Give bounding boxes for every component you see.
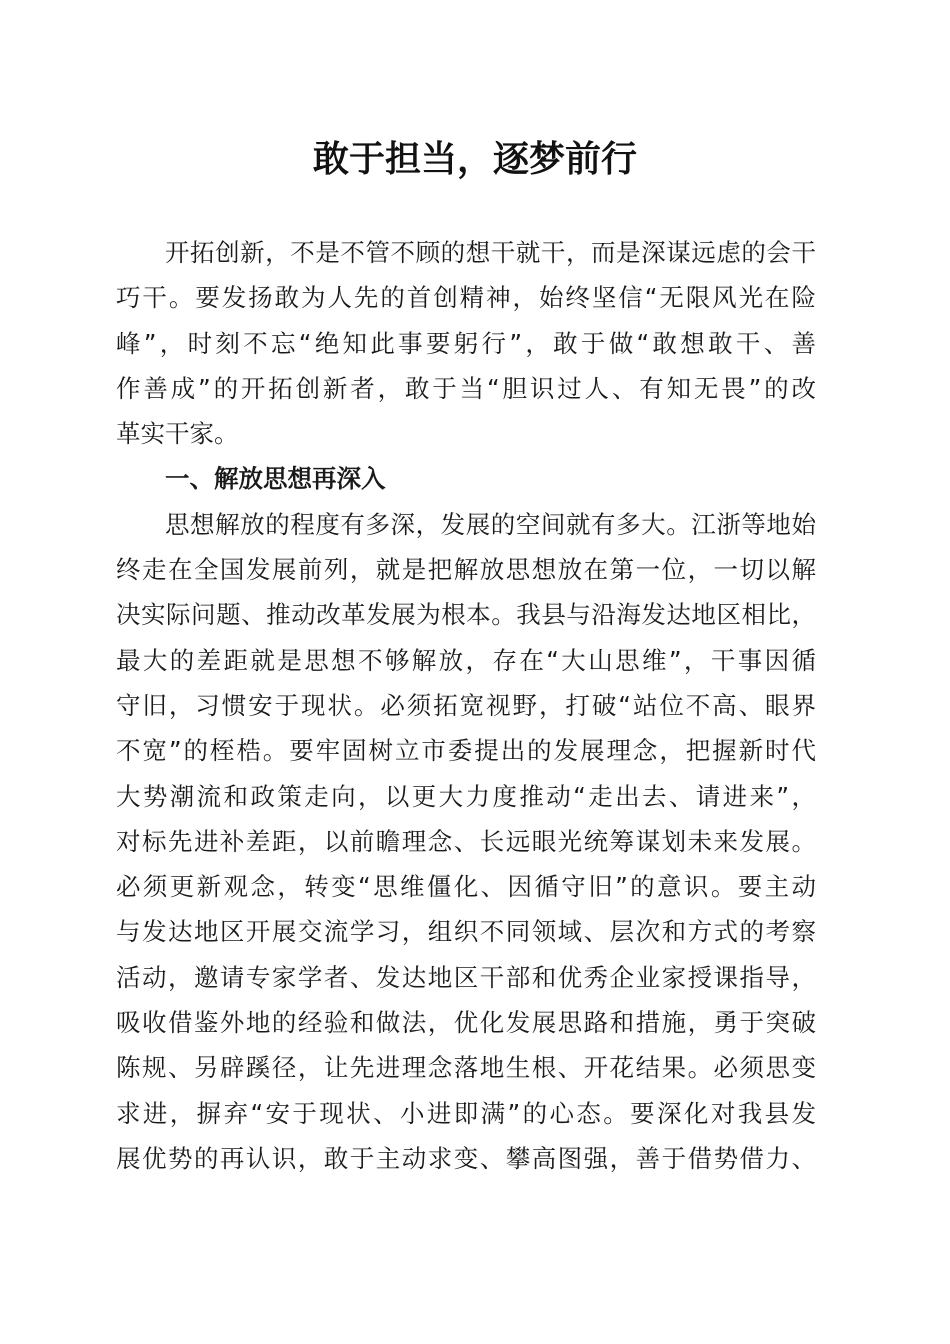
paragraph-line: 求进，摒弃“安于现状、小进即满”的心态。要深化对我县发 <box>116 1098 816 1128</box>
paragraph-line: 开拓创新，不是不管不顾的想干就干，而是深谋远虑的会干 <box>165 238 816 267</box>
paragraph-line: 守旧，习惯安于现状。必须拓宽视野，打破“站位不高、眼界 <box>116 690 816 720</box>
paragraph-line: 革实干家。 <box>116 419 239 449</box>
paragraph-line: 决实际问题、推动改革发展为根本。我县与沿海发达地区相比， <box>116 600 816 630</box>
paragraph-line: 最大的差距就是思想不够解放，存在“大山思维”，干事因循 <box>116 645 816 675</box>
paragraph-line: 必须更新观念，转变“思维僵化、因循守旧”的意识。要主动 <box>116 872 816 902</box>
paragraph-line: 与发达地区开展交流学习，组织不同领域、层次和方式的考察 <box>116 917 816 947</box>
paragraph-line: 不宽”的桎梏。要牢固树立市委提出的发展理念，把握新时代 <box>116 736 816 766</box>
paragraph-line: 展优势的再认识，敢于主动求变、攀高图强，善于借势借力、 <box>116 1143 816 1173</box>
paragraph-line: 大势潮流和政策走向，以更大力度推动“走出去、请进来”， <box>116 781 816 811</box>
paragraph-line: 作善成”的开拓创新者，敢于当“胆识过人、有知无畏”的改 <box>116 373 816 403</box>
paragraph-line: 吸收借鉴外地的经验和做法，优化发展思路和措施，勇于突破 <box>116 1008 816 1038</box>
document-title: 敢于担当，逐梦前行 <box>312 138 637 180</box>
paragraph-line: 活动，邀请专家学者、发达地区干部和优秀企业家授课指导， <box>116 962 816 992</box>
paragraph-line: 巧干。要发扬敢为人先的首创精神，始终坚信“无限风光在险 <box>116 283 816 313</box>
section-heading: 一、解放思想再深入 <box>165 464 386 494</box>
paragraph-line: 思想解放的程度有多深，发展的空间就有多大。江浙等地始 <box>165 509 816 539</box>
paragraph-line: 陈规、另辟蹊径，让先进理念落地生根、开花结果。必须思变 <box>116 1053 816 1083</box>
document-body <box>116 230 816 1181</box>
paragraph-line: 终走在全国发展前列，就是把解放思想放在第一位，一切以解 <box>116 555 816 585</box>
paragraph-line: 峰”，时刻不忘“绝知此事要躬行”，敢于做“敢想敢干、善 <box>116 328 816 358</box>
paragraph-line: 对标先进补差距，以前瞻理念、长远眼光统筹谋划未来发展。 <box>116 826 816 856</box>
